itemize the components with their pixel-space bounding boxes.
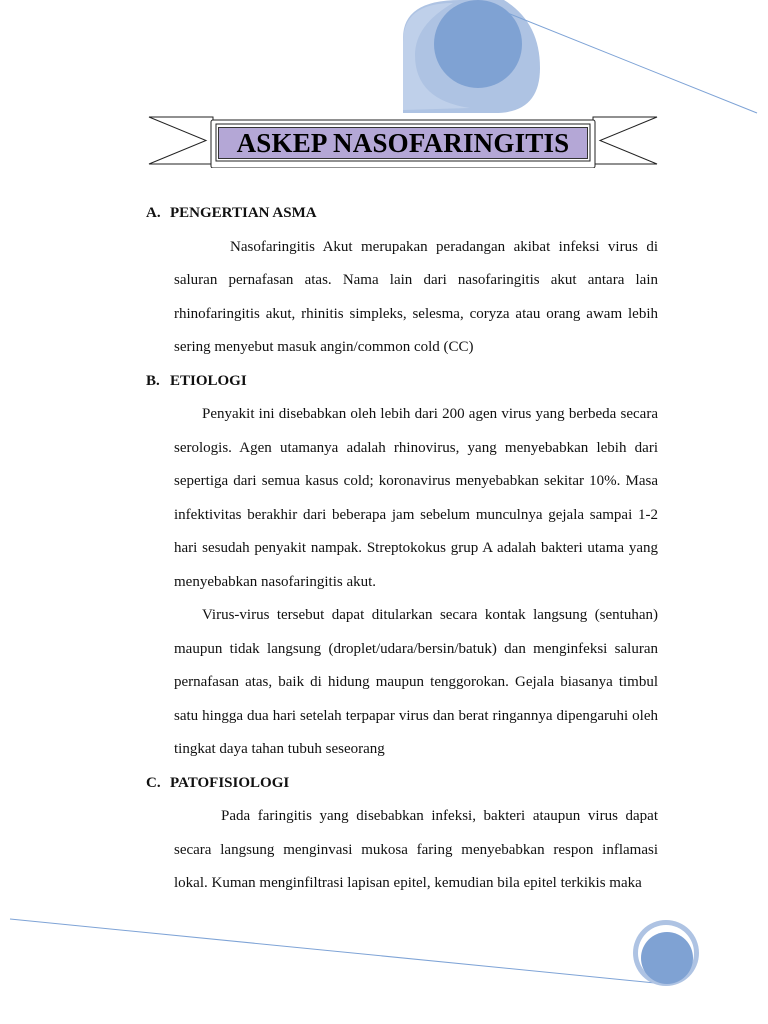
paragraph: Pada faringitis yang disebabkan infeksi, bakteri ataupun virus dapat secara langsung menginvasi mukosa faring menyebabkan respon inflamasi lokal. Kuman menginfiltrasi lapisan epitel, kemudian bila epitel terkikis maka <box>174 808 658 891</box>
paragraph: Penyakit ini disebabkan oleh lebih dari 200 agen virus yang berbeda secara serologis. Agen utamanya adalah rhinovirus, yang menyebabkan lebih dari sepertiga dari semua kasus cold; koronavirus menyebabkan sekitar 10%. Masa infektivitas berakhir dari beberapa jam sebelum munculnya gejala sampai 1-2 hari sesudah penyakit nampak. Streptokokus grup A adalah bakteri utama yang menyebabkan nasofaringitis akut. <box>174 406 658 590</box>
section-label: C. <box>146 774 161 791</box>
section-title: PENGERTIAN ASMA <box>170 205 317 221</box>
bottom-diagonal-line <box>10 919 655 983</box>
top-diagonal-line <box>505 12 757 113</box>
title-banner <box>148 114 658 168</box>
document-body <box>146 197 658 901</box>
section-title: PATOFISIOLOGI <box>170 774 290 791</box>
bottom-circle-ornament <box>633 920 699 986</box>
top-circle-ornament <box>403 0 540 113</box>
section-heading-b <box>146 365 658 399</box>
section-heading-a <box>146 197 658 231</box>
paragraph: Nasofaringitis Akut merupakan peradangan akibat infeksi virus di saluran pernafasan atas. Nama lain dari nasofaringitis akut antara lain rhinofaringitis akut, rhinitis simpleks, selesma, coryza atau orang awam lebih sering menyebut masuk angin/common cold (CC) <box>174 238 658 355</box>
section-label: B. <box>146 372 160 389</box>
section-heading-c <box>146 767 658 801</box>
title-box <box>218 127 588 159</box>
paragraph: Virus-virus tersebut dapat ditularkan secara kontak langsung (sentuhan) maupun tidak langsung (droplet/udara/bersin/batuk) dan menginfeksi saluran pernafasan atas, baik di hidung maupun tenggorokan. Gejala biasanya timbul satu hingga dua hari setelah terpapar virus dan berat ringannya dipengaruhi oleh tingkat daya tahan tubuh seseorang <box>174 607 658 757</box>
section-label: A. <box>146 205 161 221</box>
document-title: ASKEP NASOFARINGITIS <box>236 127 570 158</box>
section-title: ETIOLOGI <box>170 372 247 389</box>
